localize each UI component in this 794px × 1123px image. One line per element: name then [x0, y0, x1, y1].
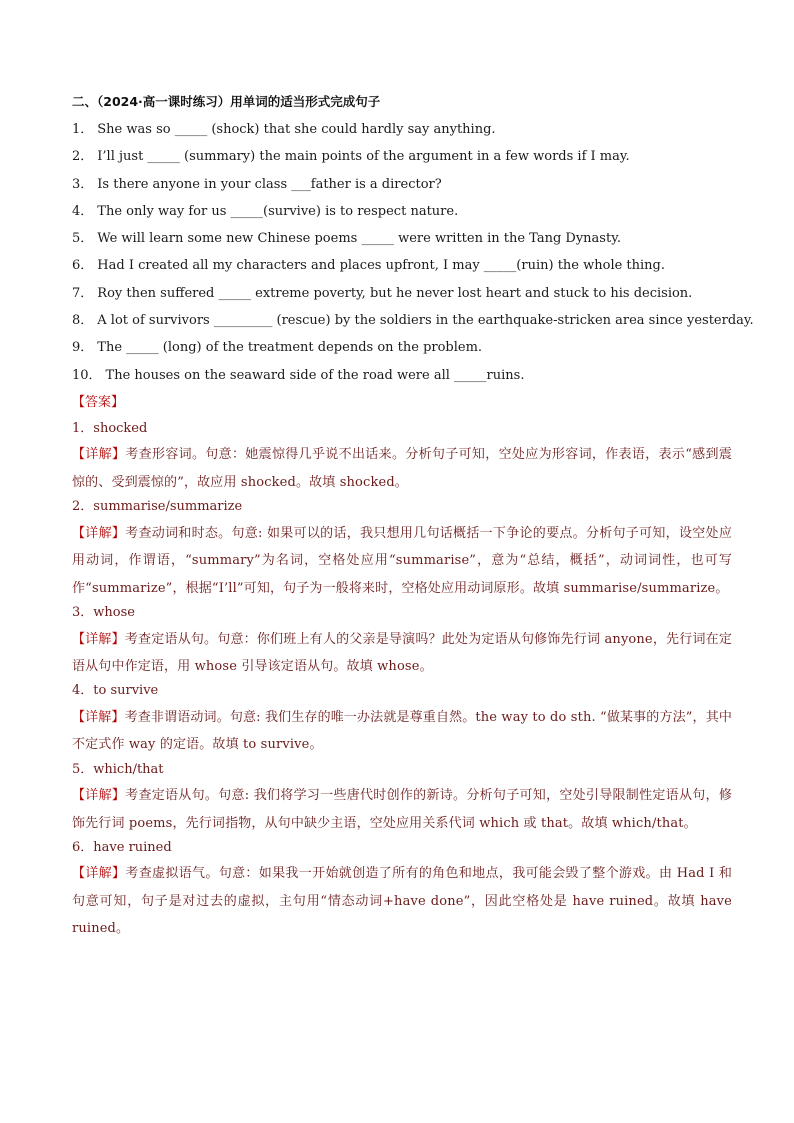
detail-text: 考查定语从句。句意: 我们将学习一些唐代时创作的新诗。分析句子可知，空处引导限制性定语从句，修饰先行词 poems，先行词指物，从句中缺少主语，空处应用关系代词 which 或 that。故填 which/that。: [72, 788, 732, 831]
question-text: The only way for us _____(survive) is to respect nature.: [97, 203, 459, 219]
detail-tag: 【详解】: [72, 447, 126, 463]
answer-detail: [72, 520, 732, 602]
question-10: [72, 368, 732, 384]
answer-2: [72, 499, 732, 602]
question-7: [72, 286, 732, 302]
question-text: I’ll just _____ (summary) the main points of the argument in a few words if I may.: [97, 149, 630, 165]
question-text: The _____ (long) of the treatment depends on the problem.: [97, 340, 483, 356]
question-text: She was so _____ (shock) that she could hardly say anything.: [97, 122, 496, 137]
question-text: Roy then suffered _____ extreme poverty, but he never lost heart and stuck to his decision.: [97, 285, 693, 301]
answer-list: [72, 421, 732, 943]
answer-heading: 【答案】: [72, 394, 125, 410]
question-text: A lot of survivors _________ (rescue) by the soldiers in the earthquake-stricken area since yesterday.: [97, 313, 754, 329]
detail-text: 考查定语从句。句意：你们班上有人的父亲是导演吗？此处为定语从句修饰先行词 anyone，先行词在定语从句中作定语，用 whose 引导该定语从句。故填 whose。: [72, 631, 733, 674]
answer-label: 6．have ruined: [72, 839, 172, 855]
detail-tag: 【详解】: [72, 866, 126, 882]
question-number: 2．: [72, 149, 94, 165]
detail-text: 考查形容词。句意：她震惊得几乎说不出话来。分析句子可知，空处应为形容词，作表语，表示“感到震惊的、受到震惊的”，故应用 shocked。故填 shocked。: [72, 447, 732, 490]
answer-label: 5．which/that: [72, 761, 164, 777]
question-number: 3．: [72, 176, 94, 192]
question-text: Is there anyone in your class ___father is a director?: [97, 176, 442, 192]
question-6: [72, 258, 732, 274]
question-number: 5．: [72, 231, 94, 247]
question-number: 9．: [72, 340, 94, 356]
question-text: The houses on the seaward side of the road were all _____ruins.: [105, 367, 525, 383]
question-text: Had I created all my characters and places upfront, I may _____(ruin) the whole thing.: [97, 258, 666, 274]
detail-tag: 【详解】: [72, 709, 125, 725]
answer-detail: [72, 626, 732, 681]
question-2: [72, 149, 732, 165]
section-title: 二、（2024·高一课时练习）用单词的适当形式完成句子: [72, 94, 381, 109]
question-number: 1．: [72, 122, 94, 137]
question-4: [72, 204, 732, 220]
answer-3: [72, 605, 732, 680]
answer-detail: [72, 704, 732, 759]
detail-tag: 【详解】: [72, 525, 126, 541]
answer-label: 3．whose: [72, 605, 135, 620]
question-text: We will learn some new Chinese poems _____ were written in the Tang Dynasty.: [97, 231, 621, 247]
question-5: [72, 231, 732, 247]
answer-4: [72, 683, 732, 758]
question-number: 4．: [72, 203, 94, 219]
question-number: 10．: [72, 367, 102, 383]
question-9: [72, 340, 732, 356]
question-3: [72, 177, 732, 193]
question-number: 7．: [72, 285, 94, 301]
question-number: 6．: [72, 258, 94, 274]
detail-text: 考查动词和时态。句意: 如果可以的话，我只想用几句话概括一下争论的要点。分析句子可知，设空处应用动词，作谓语，“summary”为名词，空格处应用“summarise”，意为“总结，概括”，动词词性，也可写作“summarize”，根据“I’ll”可知，句子为一般将来时，空格处应用动词原形。故填 summarise/summarize。: [72, 525, 732, 596]
answer-detail: [72, 782, 732, 837]
answer-label: 2．summarise/summarize: [72, 499, 243, 515]
answer-1: [72, 421, 732, 496]
question-list: [72, 122, 754, 384]
answer-6: [72, 840, 732, 943]
answer-5: [72, 762, 732, 837]
answer-detail: [72, 860, 732, 942]
detail-text: 考查非谓语动词。句意: 我们生存的唯一办法就是尊重自然。the way to do sth. “做某事的方法”，其中不定式作 way 的定语。故填 to survive。: [72, 709, 733, 753]
question-1: [72, 122, 732, 138]
question-8: [72, 313, 754, 329]
detail-tag: 【详解】: [72, 788, 126, 804]
answer-label: 4．to survive: [72, 683, 159, 699]
detail-tag: 【详解】: [72, 631, 125, 647]
answer-detail: [72, 441, 732, 496]
answer-label: 1．shocked: [72, 420, 148, 436]
detail-text: 考查虚拟语气。句意：如果我一开始就创造了所有的角色和地点，我可能会毁了整个游戏。由 Had I 和句意可知，句子是对过去的虚拟，主句用“情态动词+have done”，因此空格处是 have ruined。故填 have ruined。: [72, 866, 732, 937]
question-number: 8．: [72, 313, 94, 329]
